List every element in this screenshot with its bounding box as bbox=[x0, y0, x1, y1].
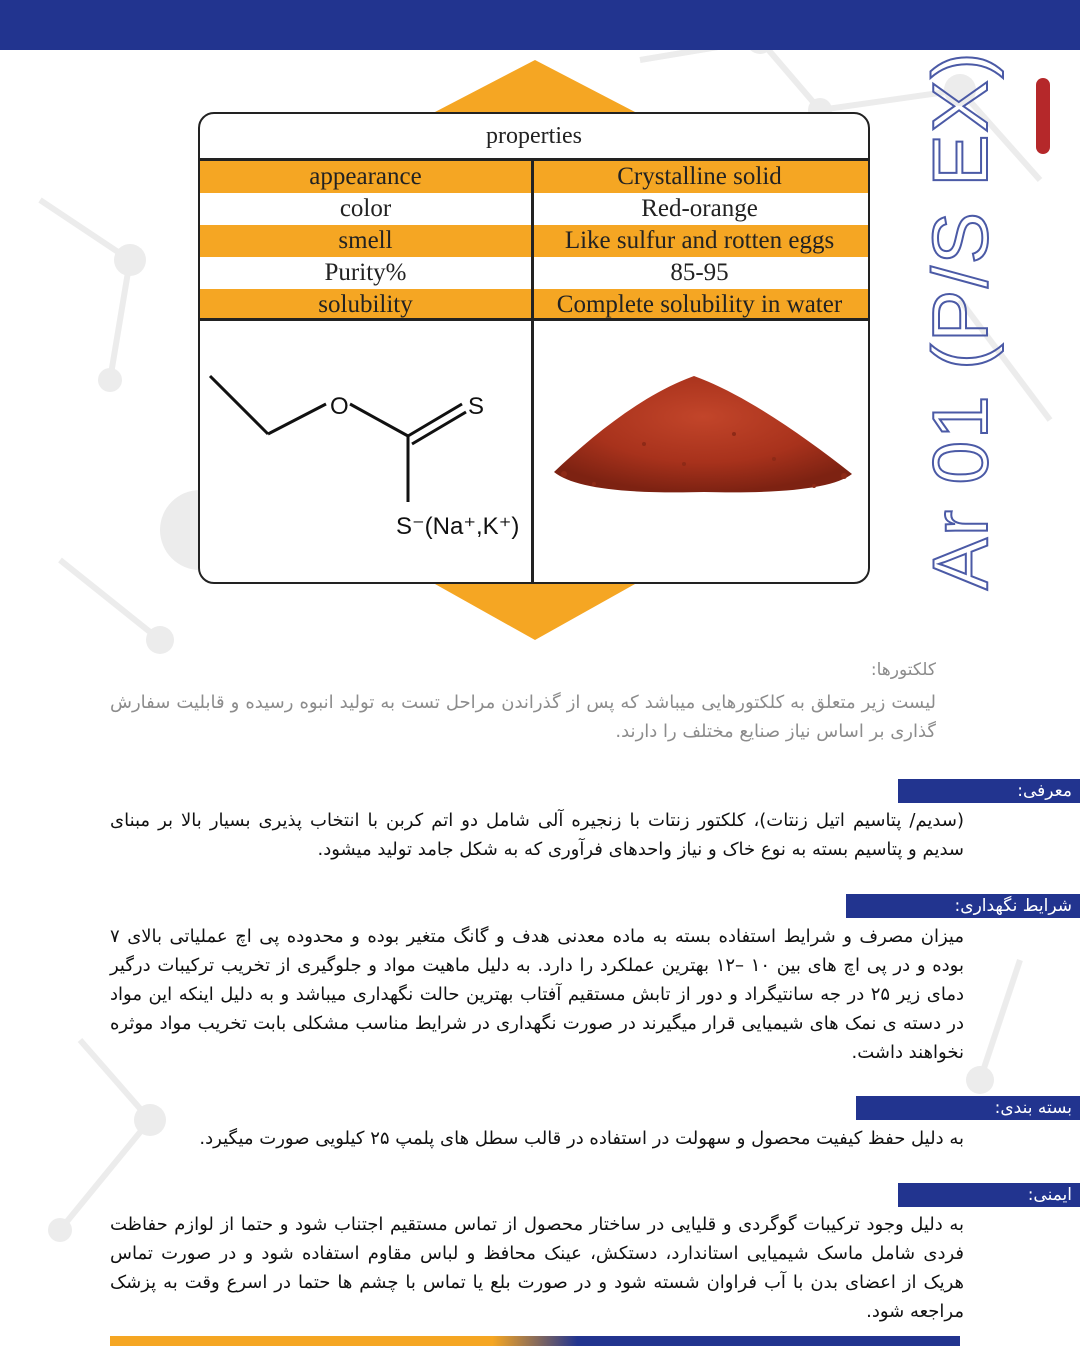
intro-heading: کلکتورها: bbox=[870, 660, 936, 680]
property-label: solubility bbox=[318, 291, 413, 318]
section-text-packaging: به دلیل حفظ کیفیت محصول و سهولت در استفاده در قالب سطل های پلمپ ۲۵ کیلویی صورت میگیرد. bbox=[199, 1128, 964, 1149]
property-value: 85-95 bbox=[670, 259, 729, 286]
property-label: appearance bbox=[309, 163, 422, 190]
property-value: Complete solubility in water bbox=[556, 291, 843, 318]
property-row bbox=[200, 161, 868, 193]
property-label: color bbox=[339, 195, 392, 222]
intro-paragraph: لیست زیر متعلق به کلکتورهایی میباشد که پس از گذراندن مراحل تست به تولید انبوه رسیده و قابلیت سفارش گذاری بر اساس نیاز صنایع مختلف را دارند. bbox=[110, 692, 936, 742]
row-divider bbox=[200, 318, 870, 321]
section-heading-storage: شرایط نگهداری: bbox=[846, 894, 1080, 918]
property-value: Crystalline solid bbox=[617, 163, 782, 190]
properties-card bbox=[198, 112, 870, 584]
property-row bbox=[200, 193, 868, 225]
section-heading-safety: ایمنی: bbox=[898, 1183, 1080, 1207]
property-row bbox=[200, 257, 868, 289]
property-row bbox=[200, 225, 868, 257]
atom-oxygen-label: O bbox=[330, 393, 349, 420]
red-orange-powder-image bbox=[534, 324, 870, 584]
section-text-storage: میزان مصرف و شرایط استفاده بسته به ماده معدنی هدف و گانگ متغیر بوده و محدوده پی اچ عملیاتی بالای ۷ بوده و در پی اچ های بین ۱۰ –۱۲ بهترین عملکرد را دارد. به دلیل ماهیت مواد و جلوگیری از تخریب ترکیبات درگیر دمای زیر ۲۵ در جه سانتیگراد و دور از تابش مستقیم آفتاب بهترین حالت نگهداری میباشد و به دلیل اینکه این مواد در دسته ی نمک های شیمیایی قرار میگیرند در صورت نگهداری در شرایط مناسب مشکلی بابت تخریب مواد موثره نخواهند داشت. bbox=[110, 926, 964, 1063]
property-value: Red-orange bbox=[641, 195, 758, 222]
property-value: Like sulfur and rotten eggs bbox=[564, 227, 835, 254]
molecule-structure-diagram bbox=[200, 324, 531, 584]
atom-sulfur-label: S bbox=[468, 393, 485, 420]
product-code-title: Ar 01 (P/S EX) bbox=[916, 50, 1004, 590]
property-label: Purity% bbox=[324, 259, 407, 286]
section-heading-introduction: معرفی: bbox=[898, 779, 1080, 803]
section-text-safety: به دلیل وجود ترکیبات گوگردی و قلیایی در ساختار محصول از تماس مستقیم اجتناب شود و حتما از لوازم حفاظت فردی شامل ماسک شیمیایی استاندارد، دستکش، عینک محافظ و لباس مقاوم استفاده شود و در صورت تماس هریک از اعضای بدن با آب فراوان شسته شود و در صورت بلع یا تماس با چشم ها حتما در اسرع وقت به پزشک مراجعه شود. bbox=[110, 1214, 964, 1322]
section-text-introduction: (سدیم/ پتاسیم اتیل زنتات)، کلکتور زنتات با زنجیره آلی شامل دو اتم کربن با انتخاب پذیری بسیار بالا بر مبنای سدیم و پتاسیم بسته به نوع خاک و نیاز واحدهای فرآوری که به شکل جامد تولید میشود. bbox=[110, 810, 964, 860]
property-label: smell bbox=[338, 227, 393, 254]
property-row bbox=[200, 289, 868, 321]
salt-label: S⁻(Na⁺,K⁺) bbox=[396, 513, 520, 540]
section-heading-packaging: بسته بندی: bbox=[856, 1096, 1080, 1120]
bottom-accent-bar bbox=[110, 1336, 960, 1346]
properties-title: properties bbox=[200, 114, 868, 161]
